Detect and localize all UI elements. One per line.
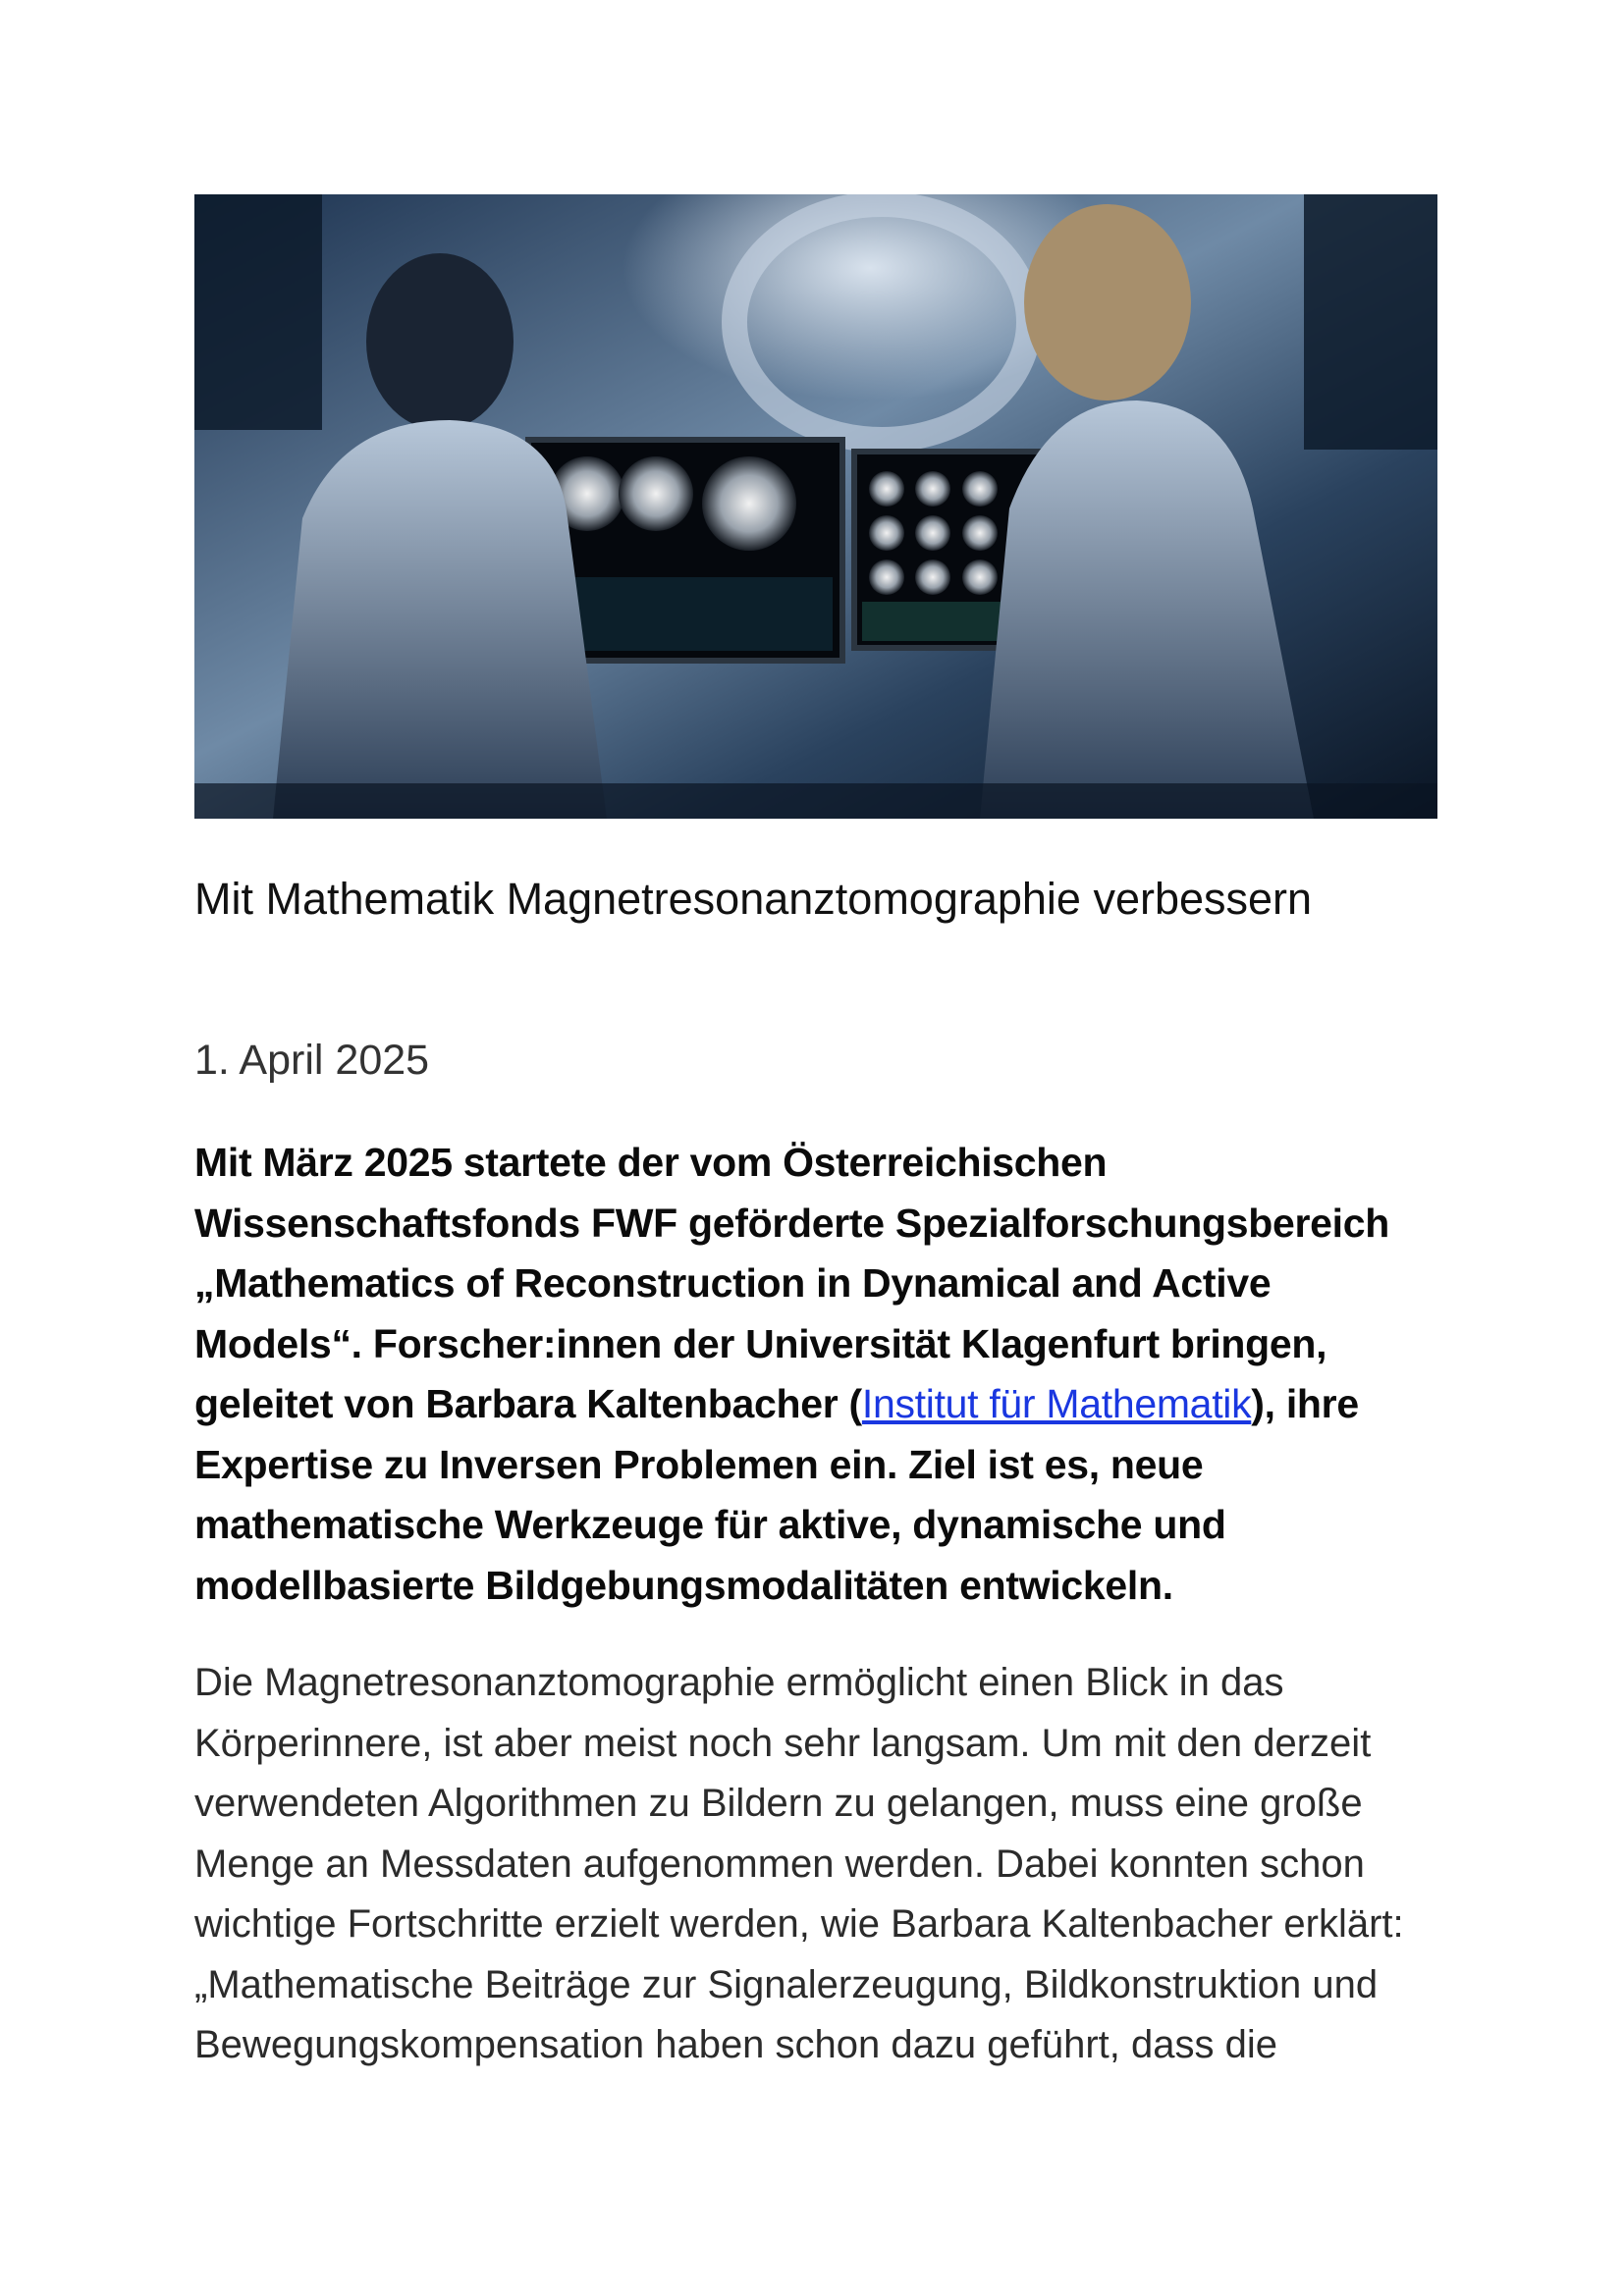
lead-text-start: Mit März 2025 startete der vom Österreichischen Wissenschaftsfonds FWF geförderte Spezialforschungsbereich „Mathematics of Reconstruction in Dynamical and Active Models“. Forscher:innen der Universität Klagenfurt bringen, geleitet von Barbara Kaltenbacher ( bbox=[194, 1140, 1390, 1426]
article-lead bbox=[194, 1133, 1434, 1616]
article-body-paragraph: Die Magnetresonanztomographie ermöglicht einen Blick in das Körperinnere, ist aber meist noch sehr langsam. Um mit den derzeit verwendeten Algorithmen zu Bildern zu gelangen, muss eine große Menge an Messdaten aufgenommen werden. Dabei konnten schon wichtige Fortschritte erzielt werden, wie Barbara Kaltenbacher erklärt: „Mathematische Beiträge zur Signalerzeugung, Bildkonstruktion und Bewegungskompensation haben schon dazu geführt, dass die bbox=[194, 1661, 1404, 2066]
hero-illustration bbox=[194, 194, 1437, 819]
institute-link[interactable]: Institut für Mathematik bbox=[861, 1381, 1252, 1426]
article-date: 1. April 2025 bbox=[194, 1037, 430, 1084]
lead-text-end: ), ihre Expertise zu Inversen Problemen ein. Ziel ist es, neue mathematische Werkzeuge für aktive, dynamische und modellbasierte Bildgebungsmodalitäten entwickeln. bbox=[194, 1381, 1359, 1608]
article-title: Mit Mathematik Magnetresonanztomographie verbessern bbox=[194, 874, 1313, 924]
hero-image-mri-researchers bbox=[194, 194, 1437, 819]
